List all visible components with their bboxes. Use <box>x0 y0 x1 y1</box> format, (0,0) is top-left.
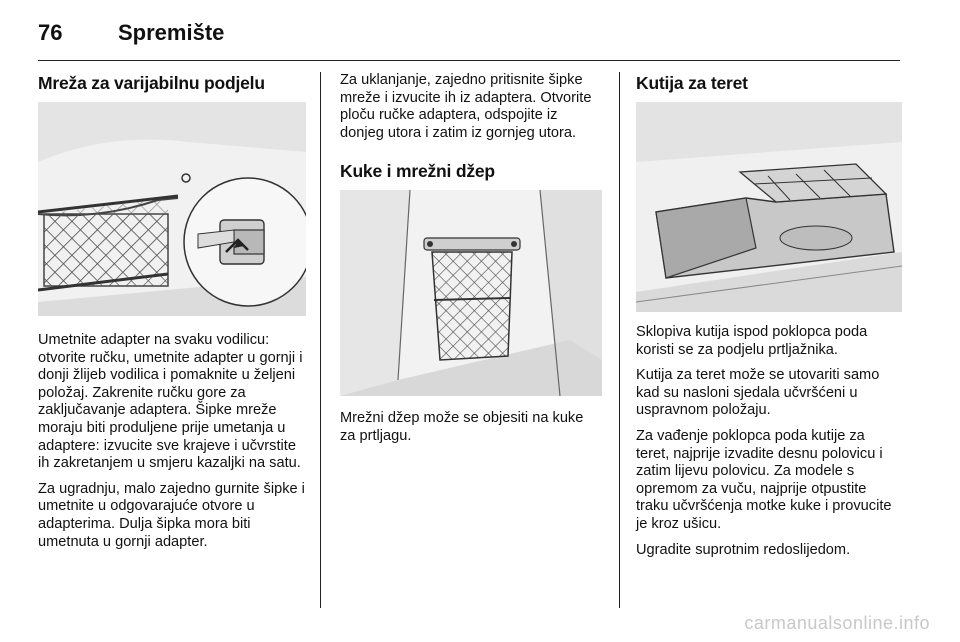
column-hooks <box>340 72 602 454</box>
section-heading-hooks: Kuke i mrežni džep <box>340 161 495 182</box>
paragraph: Umetnite adapter na svaku vodilicu: otvorite ručku, umetnite adapter u gornji i donji žlijeb vodilica i pomaknite u željeni položaj. Zakrenite ručku gore za zaključavanje adaptera. Šipke mreže moraju biti produljene prije umetanja u adaptere: izvucite sve krajeve i učvrstite ih zakretanjem u smjeru kazaljki na satu. <box>38 332 303 472</box>
section-heading-variable-net: Mreža za varijabilnu podjelu <box>38 73 265 93</box>
column-divider <box>619 72 620 608</box>
cargo-box-illustration <box>636 102 902 312</box>
paragraph: Za vađenje poklopca poda kutije za teret, najprije izvadite desnu polovicu i zatim lijevu polovicu. Za modele s opremom za vuču, najprije otpustite traku učvršćenja motke kuke i provucite je kroz ušicu. <box>636 427 892 532</box>
column-divider <box>320 72 321 608</box>
paragraph: Ugradite suprotnim redoslijedom. <box>636 541 851 558</box>
section-heading-cargo-box: Kutija za teret <box>636 73 748 93</box>
paragraph: Sklopiva kutija ispod poklopca poda koristi se za podjelu prtljažnika. <box>636 324 868 358</box>
column-variable-net <box>38 72 306 559</box>
watermark-text: carmanualsonline.info <box>744 613 930 633</box>
paragraph: Za ugradnju, malo zajedno gurnite šipke i umetnite u odgovarajuće otvore u adapterima. Dulja šipka mora biti umetnuta u gornji adapter. <box>38 480 305 550</box>
variable-net-adapter-illustration <box>38 102 306 316</box>
paragraph: Kutija za teret može se utovariti samo kad su nasloni sjedala učvršćeni u uspravnom položaju. <box>636 367 880 419</box>
page-header <box>38 20 900 61</box>
page-number: 76 <box>38 20 63 45</box>
chapter-title: Spremište <box>118 20 225 45</box>
column-cargo-box <box>636 72 902 567</box>
paragraph: Mrežni džep može se objesiti na kuke za prtljagu. <box>340 410 584 444</box>
net-pocket-illustration <box>340 190 602 396</box>
paragraph: Za uklanjanje, zajedno pritisnite šipke mreže i izvucite ih iz adaptera. Otvorite ploču ručke adaptera, odspojite iz donjeg utora i zatim iz gornjeg utora. <box>340 72 592 141</box>
